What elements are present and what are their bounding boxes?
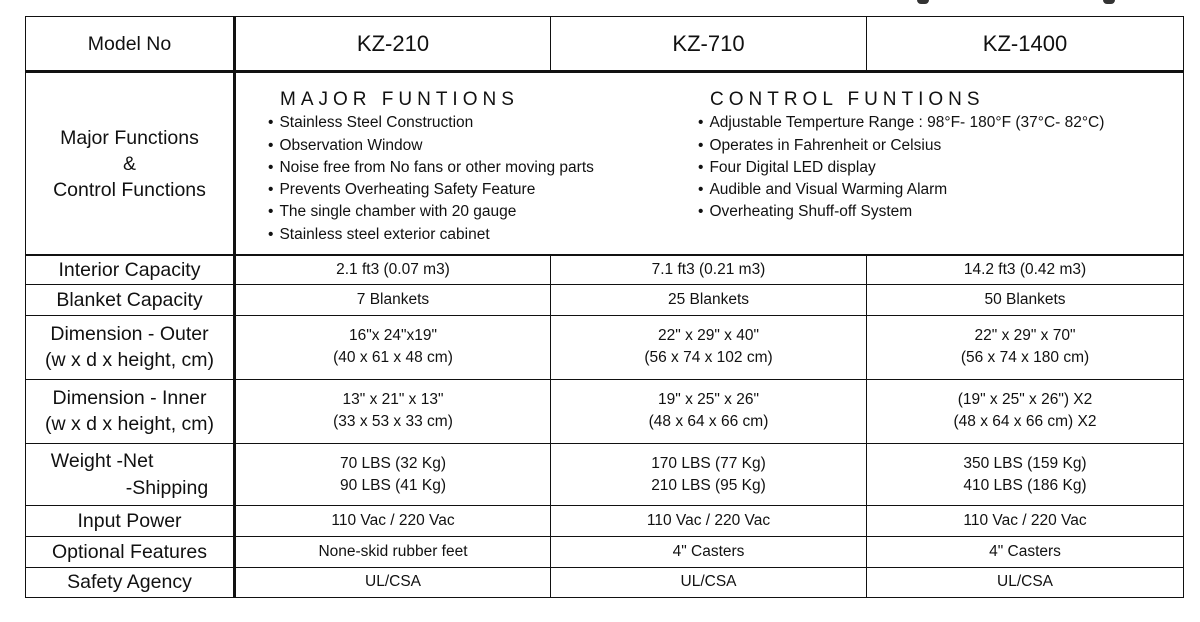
- list-item: • Four Digital LED display: [698, 157, 1104, 179]
- dimension-inner-label: [26, 379, 235, 443]
- functions-row-label: [26, 72, 235, 255]
- dimension-outer-kz-1400-in: 22" x 29" x 70": [974, 327, 1076, 345]
- model-no-label: Model No: [26, 17, 235, 72]
- dimension-outer-kz-210: [235, 315, 551, 379]
- functions-row: [26, 72, 1184, 255]
- weight-kz-710-shipping: 210 LBS (95 Kg): [651, 476, 766, 494]
- input-power-row: [26, 506, 1184, 536]
- dimension-inner-kz-710-in: 19" x 25" x 26": [658, 391, 759, 409]
- list-item: • Operates in Fahrenheit or Celsius: [698, 135, 1104, 157]
- dimension-outer-row: [26, 315, 1184, 379]
- weight-kz-710-net: 170 LBS (77 Kg): [651, 454, 766, 472]
- list-item: • Stainless Steel Construction: [268, 112, 594, 134]
- interior-capacity-kz-1400: 14.2 ft3 (0.42 m3): [867, 255, 1184, 285]
- input-power-kz-710: 110 Vac / 220 Vac: [551, 506, 867, 536]
- weight-kz-210-net: 70 LBS (32 Kg): [340, 454, 446, 472]
- functions-cell: [235, 72, 1184, 255]
- dimension-outer-kz-710-cm: (56 x 74 x 102 cm): [644, 349, 773, 367]
- dimension-outer-label: [26, 315, 235, 379]
- functions-label-line-2: &: [122, 152, 136, 175]
- dimension-outer-kz-1400-cm: (56 x 74 x 180 cm): [960, 349, 1090, 367]
- major-functions-group: [268, 88, 594, 246]
- interior-capacity-kz-210: 2.1 ft3 (0.07 m3): [235, 255, 551, 285]
- safety-agency-kz-710: UL/CSA: [551, 567, 867, 597]
- dimension-inner-kz-710: [551, 379, 867, 443]
- optional-features-kz-1400: 4" Casters: [867, 536, 1184, 567]
- list-item: • Adjustable Temperture Range : 98°F- 180°F (37°C- 82°C): [698, 112, 1104, 134]
- control-functions-list: [698, 112, 1104, 223]
- dimension-inner-kz-710-cm: (48 x 64 x 66 cm): [648, 413, 769, 431]
- list-item: • Prevents Overheating Safety Feature: [268, 179, 594, 201]
- dimension-inner-kz-1400-cm: (48 x 64 x 66 cm) X2: [953, 413, 1097, 431]
- dimension-outer-label-line-1: Dimension - Outer: [50, 323, 209, 346]
- dimension-inner-row: [26, 379, 1184, 443]
- weight-label: [26, 444, 235, 506]
- major-functions-heading: MAJOR FUNTIONS: [280, 89, 519, 111]
- list-item: • The single chamber with 20 gauge: [268, 201, 594, 223]
- interior-capacity-kz-710: 7.1 ft3 (0.21 m3): [551, 255, 867, 285]
- blanket-capacity-kz-710: 25 Blankets: [551, 285, 867, 315]
- list-item: • Noise free from No fans or other moving parts: [268, 157, 594, 179]
- dimension-outer-label-line-2: (w x d x height, cm): [44, 349, 215, 372]
- interior-capacity-label: Interior Capacity: [26, 255, 235, 285]
- list-item: • Overheating Shuff-off System: [698, 201, 1104, 223]
- safety-agency-kz-1400: UL/CSA: [867, 567, 1184, 597]
- weight-kz-210: [235, 444, 551, 506]
- control-functions-heading: CONTROL FUNTIONS: [710, 89, 985, 111]
- weight-row: [26, 444, 1184, 506]
- model-kz-210: KZ-210: [235, 17, 551, 72]
- dimension-outer-kz-1400: [867, 315, 1184, 379]
- dimension-outer-kz-210-in: 16"x 24"x19": [348, 327, 438, 345]
- input-power-kz-210: 110 Vac / 220 Vac: [235, 506, 551, 536]
- functions-label-line-3: Control Functions: [53, 178, 206, 201]
- functions-label-line-1: Major Functions: [60, 126, 199, 149]
- weight-label-block: [51, 448, 208, 502]
- input-power-label: Input Power: [26, 506, 235, 536]
- safety-agency-row: [26, 567, 1184, 597]
- dimension-inner-kz-1400: [867, 379, 1184, 443]
- interior-capacity-row: [26, 255, 1184, 285]
- list-item: • Audible and Visual Warming Alarm: [698, 179, 1104, 201]
- blanket-capacity-row: [26, 285, 1184, 315]
- dimension-outer-kz-710-in: 22" x 29" x 40": [658, 327, 759, 345]
- input-power-kz-1400: 110 Vac / 220 Vac: [867, 506, 1184, 536]
- weight-kz-1400-shipping: 410 LBS (186 Kg): [963, 476, 1087, 494]
- major-functions-list: [268, 112, 594, 246]
- weight-kz-1400: [867, 444, 1184, 506]
- optional-features-kz-710: 4" Casters: [551, 536, 867, 567]
- top-edge-mark-left: [917, 0, 929, 4]
- list-item: • Observation Window: [268, 135, 594, 157]
- list-item: • Stainless steel exterior cabinet: [268, 224, 594, 246]
- dimension-inner-kz-210-in: 13" x 21" x 13": [342, 391, 444, 409]
- optional-features-label: Optional Features: [26, 536, 235, 567]
- dimension-inner-kz-210-cm: (33 x 53 x 33 cm): [333, 413, 453, 431]
- model-kz-710: KZ-710: [551, 17, 867, 72]
- blanket-capacity-kz-1400: 50 Blankets: [867, 285, 1184, 315]
- dimension-inner-kz-210: [235, 379, 551, 443]
- blanket-capacity-label: Blanket Capacity: [26, 285, 235, 315]
- model-kz-1400: KZ-1400: [867, 17, 1184, 72]
- weight-kz-1400-net: 350 LBS (159 Kg): [963, 454, 1087, 472]
- top-edge-mark-right: [1103, 0, 1115, 4]
- dimension-inner-kz-1400-in: (19" x 25" x 26") X2: [957, 391, 1093, 409]
- optional-features-row: [26, 536, 1184, 567]
- control-functions-group: [698, 88, 1104, 223]
- weight-label-shipping: -Shipping: [125, 476, 209, 499]
- dimension-outer-kz-710: [551, 315, 867, 379]
- header-row: [26, 17, 1184, 72]
- weight-kz-710: [551, 444, 867, 506]
- safety-agency-label: Safety Agency: [26, 567, 235, 597]
- dimension-outer-kz-210-cm: (40 x 61 x 48 cm): [333, 349, 453, 367]
- weight-label-net: Weight -Net: [50, 449, 154, 472]
- spec-table: [25, 16, 1184, 598]
- dimension-inner-label-line-2: (w x d x height, cm): [44, 413, 215, 436]
- weight-kz-210-shipping: 90 LBS (41 Kg): [340, 476, 446, 494]
- dimension-inner-label-line-1: Dimension - Inner: [52, 387, 207, 410]
- blanket-capacity-kz-210: 7 Blankets: [235, 285, 551, 315]
- safety-agency-kz-210: UL/CSA: [235, 567, 551, 597]
- optional-features-kz-210: None-skid rubber feet: [235, 536, 551, 567]
